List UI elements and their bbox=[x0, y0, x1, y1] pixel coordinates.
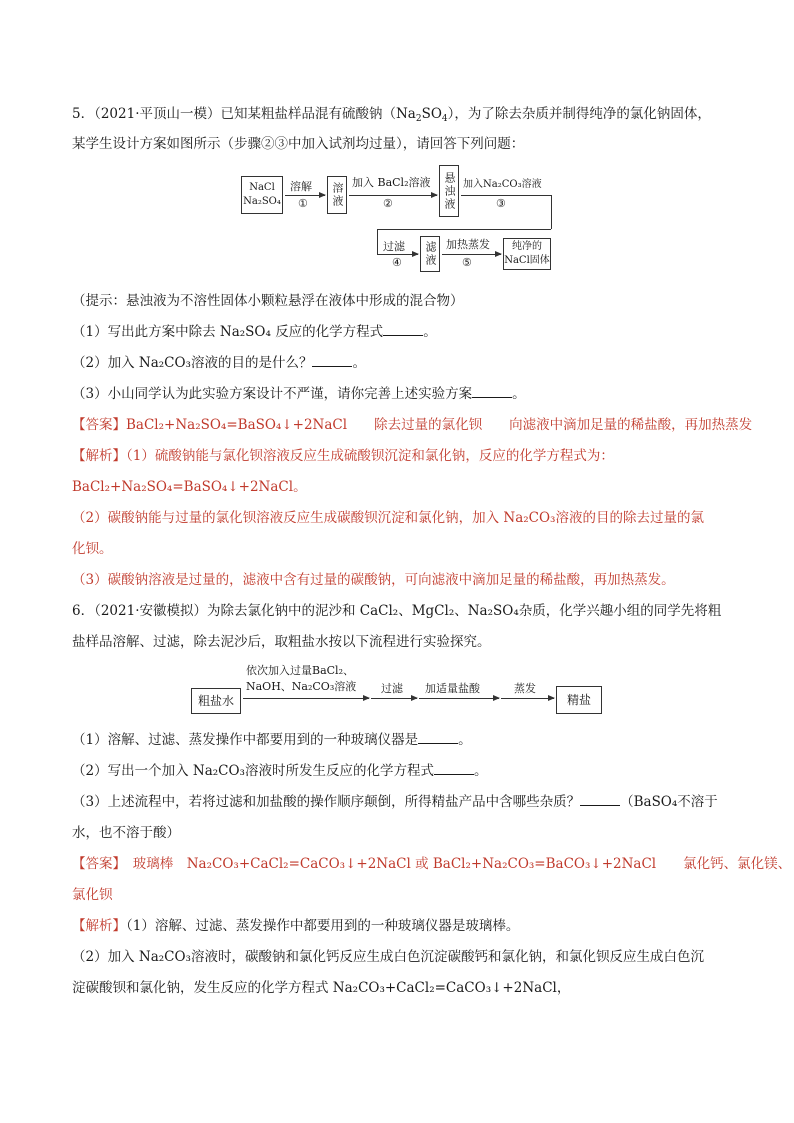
q5-explain-1-eq: BaCl₂+Na₂SO₄=BaSO₄↓+2NaCl。 bbox=[72, 479, 307, 495]
q5-box-suspension: 悬浊液 bbox=[439, 165, 459, 217]
q5-answer: 【答案】BaCl₂+Na₂SO₄=BaSO₄↓+2NaCl 除去过量的氯化钡 向滤液中滴加足量的稀盐酸，再加热蒸发 bbox=[72, 417, 753, 433]
q6-question-1: （1）溶解、过滤、蒸发操作中都要用到的一种玻璃仪器是 。 bbox=[72, 732, 472, 748]
q6-answer-blank-3 bbox=[580, 792, 620, 806]
q5-box-product: 纯净的 NaCl固体 bbox=[503, 238, 551, 270]
q5-arrow-2 bbox=[349, 195, 437, 196]
q5-step1-label: 溶解 bbox=[290, 180, 312, 193]
q6-box-brine: 粗盐水 bbox=[191, 688, 241, 714]
q6-answer-blank-2 bbox=[434, 761, 474, 775]
q6-explain-1: 【解析】（1）溶解、过滤、蒸发操作中都要用到的一种玻璃仪器是玻璃棒。 bbox=[72, 918, 520, 934]
q6-step1-label-b: NaOH、Na₂CO₃溶液 bbox=[246, 680, 357, 693]
q6-arrow-2 bbox=[371, 698, 417, 699]
q5-answer-blank-1 bbox=[383, 322, 423, 336]
q5-arrow-1 bbox=[285, 195, 325, 196]
q5-explain-2b: 化钡。 bbox=[72, 541, 113, 557]
q6-box-product: 精盐 bbox=[556, 686, 602, 714]
q6-stem-line1: 6．（2021·安徽模拟）为除去氯化钠中的泥沙和 CaCl₂、MgCl₂、Na₂SO₄杂质，化学兴趣小组的同学先将粗 bbox=[72, 603, 722, 619]
q5-line-down bbox=[551, 195, 552, 229]
q5-stem-line1: 5．（2021·平顶山一模）已知某粗盐样品混有硫酸钠$(Na_2SO_4)$，为了除去杂质并制得纯净的氯化钠固体， bbox=[72, 106, 711, 124]
q6-answer-cont: 氯化钡 bbox=[72, 887, 113, 903]
q5-step3-num: ③ bbox=[496, 197, 506, 210]
q5-box-filtrate: 滤液 bbox=[420, 236, 440, 272]
q5-explain-2a: （2）碳酸钠能与过量的氯化钡溶液反应生成碳酸钡沉淀和氯化钠，加入 Na₂CO₃溶液的目的除去过量的氯 bbox=[72, 510, 704, 526]
q5-box-mixture: NaCl Na₂SO₄ bbox=[241, 176, 283, 214]
q5-answer-blank-3 bbox=[472, 384, 512, 398]
q5-hint: （提示：悬浊液为不溶性固体小颗粒悬浮在液体中形成的混合物） bbox=[72, 293, 464, 309]
q6-question-3a: （3）上述流程中，若将过滤和加盐酸的操作顺序颠倒，所得精盐产品中含哪些杂质？ （BaSO₄不溶于 bbox=[72, 794, 718, 810]
q6-answer-blank-1 bbox=[418, 730, 458, 744]
q5-explain-1: 【解析】（1）硫酸钠能与氯化钡溶液反应生成硫酸钡沉淀和氯化钠，反应的化学方程式为： bbox=[72, 448, 614, 464]
q5-step3-label: 加入Na₂CO₃溶液 bbox=[463, 179, 542, 190]
q6-arrow-3 bbox=[419, 698, 499, 699]
q5-explain-3: （3）碳酸钠溶液是过量的，滤液中含有过量的碳酸钠，可向滤液中滴加足量的稀盐酸，再加热蒸发。 bbox=[72, 572, 675, 588]
q5-question-3: （3）小山同学认为此实验方案设计不严谨，请你完善上述实验方案 。 bbox=[72, 386, 526, 402]
q6-answer: 【答案】 玻璃棒 Na₂CO₃+CaCl₂=CaCO₃↓+2NaCl 或 BaCl₂+Na₂CO₃=BaCO₃↓+2NaCl 氯化钙、氯化镁、 bbox=[72, 856, 792, 872]
q6-arrow-4 bbox=[501, 698, 554, 699]
q5-step5-label: 加热蒸发 bbox=[446, 238, 490, 251]
q5-step2-label: 加入 BaCl₂溶液 bbox=[352, 176, 431, 189]
q6-question-2: （2）写出一个加入 Na₂CO₃溶液时所发生反应的化学方程式 。 bbox=[72, 763, 488, 779]
q6-explain-2a: （2）加入 Na₂CO₃溶液时，碳酸钠和氯化钙反应生成白色沉淀碳酸钙和氯化钠，和氯化钡反应生成白色沉 bbox=[72, 949, 704, 965]
q5-step4-num: ④ bbox=[392, 256, 402, 269]
q5-line-down2 bbox=[377, 229, 378, 254]
q5-arrow-5 bbox=[442, 254, 501, 255]
q5-arrow-4 bbox=[377, 254, 418, 255]
q5-answer-blank-2 bbox=[312, 353, 352, 367]
q5-question-2: （2）加入 Na₂CO₃溶液的目的是什么？ 。 bbox=[72, 355, 366, 371]
q6-step4-label: 蒸发 bbox=[514, 682, 536, 695]
q6-step2-label: 过滤 bbox=[381, 682, 403, 695]
q5-step2-num: ② bbox=[383, 197, 393, 210]
q5-step4-label: 过滤 bbox=[383, 240, 405, 253]
q5-line-back bbox=[377, 229, 551, 230]
q5-step1-num: ① bbox=[298, 197, 308, 210]
q6-step3-label: 加适量盐酸 bbox=[425, 682, 480, 695]
q5-line-right bbox=[461, 195, 551, 196]
q6-explain-2b: 淀碳酸钡和氯化钠，发生反应的化学方程式 Na₂CO₃+CaCl₂=CaCO₃↓+2NaCl， bbox=[72, 980, 571, 996]
q5-box-solution: 溶液 bbox=[327, 176, 347, 214]
q6-stem-line2: 盐样品溶解、过滤，除去泥沙后，取粗盐水按以下流程进行实验探究。 bbox=[72, 634, 491, 650]
q5-stem-line2: 某学生设计方案如图所示（步骤②③中加入试剂均过量），请回答下列问题： bbox=[72, 136, 525, 152]
q6-arrow-1 bbox=[243, 698, 369, 699]
q6-step1-label-a: 依次加入过量BaCl₂、 bbox=[246, 664, 354, 677]
q6-question-3b: 水，也不溶于酸） bbox=[72, 825, 180, 841]
q5-question-1: （1）写出此方案中除去 Na₂SO₄ 反应的化学方程式 。 bbox=[72, 324, 437, 340]
q5-step5-num: ⑤ bbox=[462, 256, 472, 269]
